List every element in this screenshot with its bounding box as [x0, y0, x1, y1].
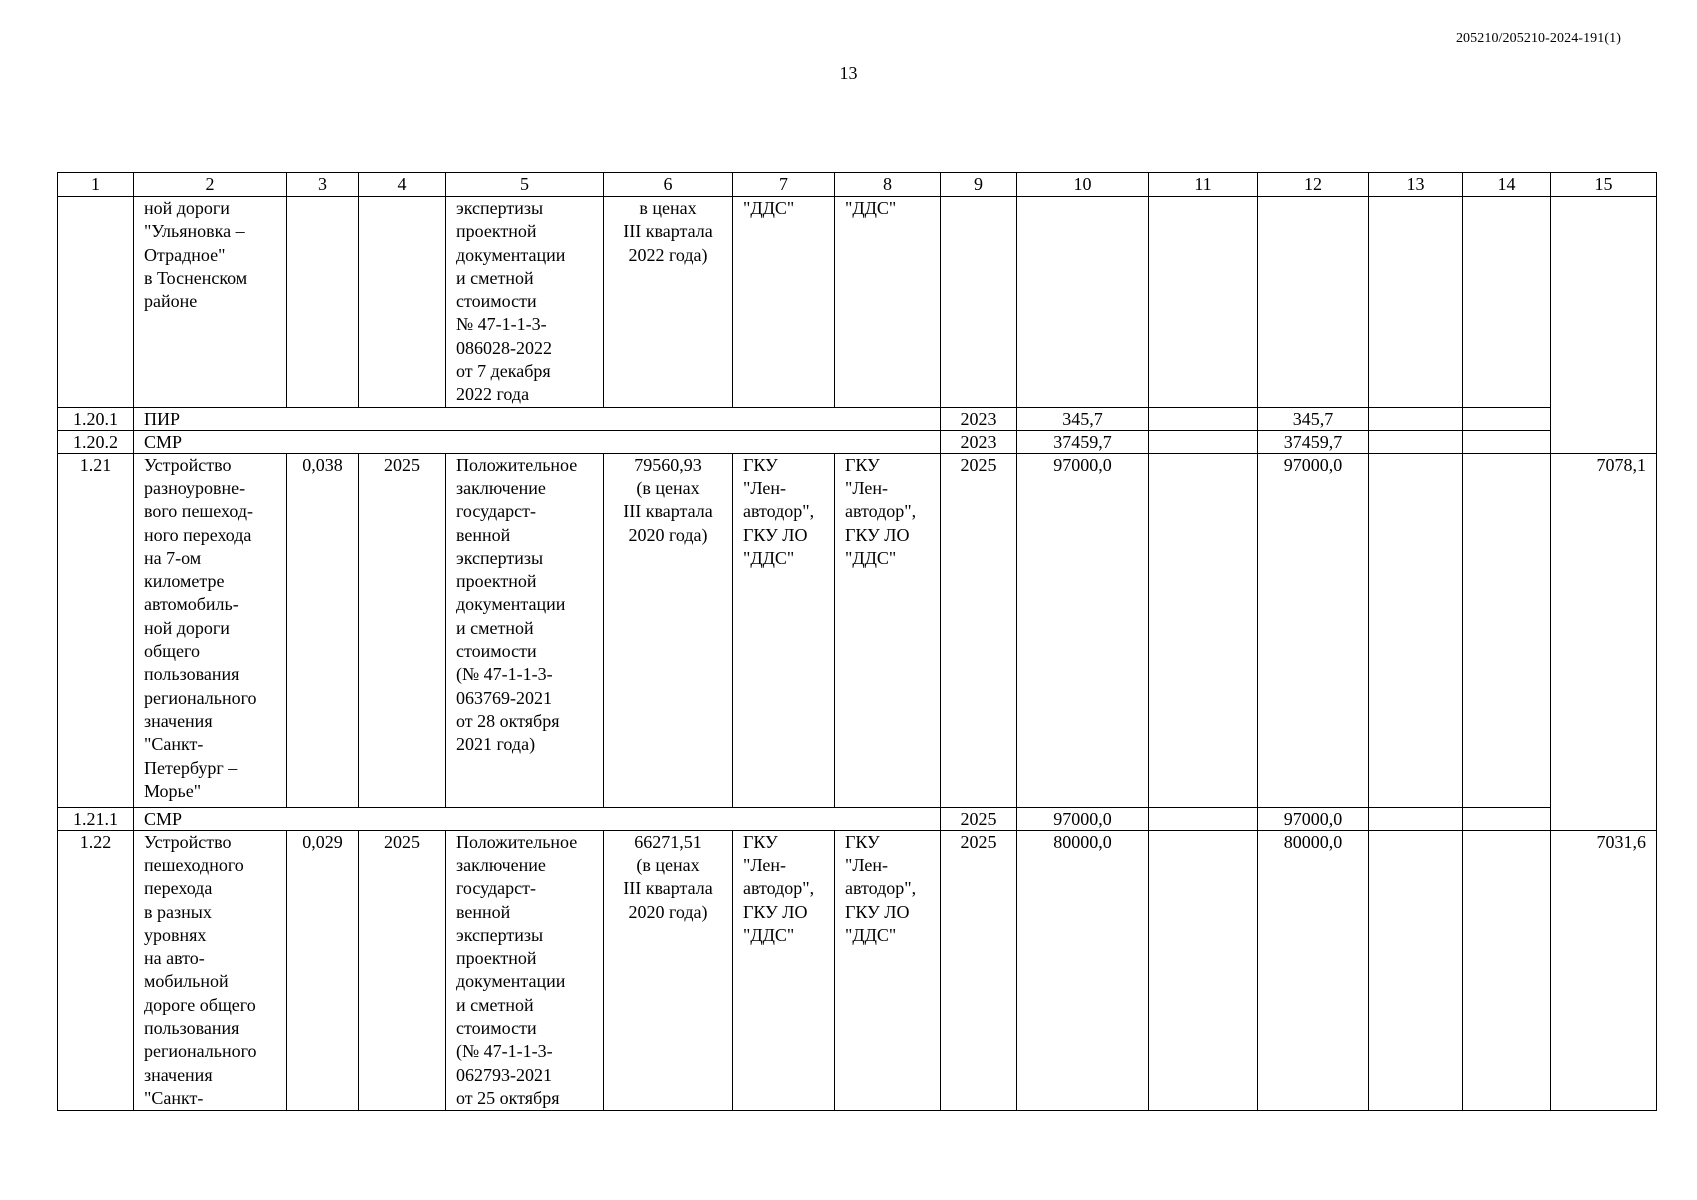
cell-col10: 97000,0: [1017, 453, 1149, 807]
header-cell: 9: [941, 173, 1017, 197]
cell-num: 1.22: [58, 830, 134, 1111]
header-cell: 6: [604, 173, 733, 197]
cell-num: 1.21: [58, 453, 134, 807]
cell-developer: "ДДС": [835, 197, 941, 408]
header-cell: 14: [1463, 173, 1551, 197]
cell-col11: [1149, 830, 1258, 1111]
cell-col12: [1258, 197, 1369, 408]
header-cell: 3: [287, 173, 359, 197]
cell-customer: ГКУ "Лен- автодор", ГКУ ЛО "ДДС": [733, 830, 835, 1111]
cell-col12: 97000,0: [1258, 453, 1369, 807]
cell-col14: [1463, 430, 1551, 453]
cell-estimate: в ценах III квартала 2022 года): [604, 197, 733, 408]
cell-col11: [1149, 807, 1258, 830]
cell-stage-label: СМР: [134, 430, 941, 453]
cell-capacity: 0,038: [287, 453, 359, 807]
cell-col14: [1463, 197, 1551, 408]
cell-col10: 97000,0: [1017, 807, 1149, 830]
cell-developer: ГКУ "Лен- автодор", ГКУ ЛО "ДДС": [835, 453, 941, 807]
cell-col12: 345,7: [1258, 407, 1369, 430]
cell-stage-label: ПИР: [134, 407, 941, 430]
cell-col13: [1369, 197, 1463, 408]
document-id: 205210/205210-2024-191(1): [1455, 31, 1621, 46]
cell-object-name: Устройство разноуровне- вого пешеход- ного перехода на 7-ом километре автомобиль- ной дороги общего пользования регионального значения "Санкт- Петербург – Морье": [134, 453, 287, 807]
cell-col15: 7031,6: [1551, 830, 1657, 1111]
cell-col12: 37459,7: [1258, 430, 1369, 453]
cell-col13: [1369, 407, 1463, 430]
cell-col12: 80000,0: [1258, 830, 1369, 1111]
cell-year: 2023: [941, 407, 1017, 430]
header-cell: 15: [1551, 173, 1657, 197]
header-row: [58, 173, 1657, 197]
cell-num: 1.21.1: [58, 807, 134, 830]
table-row: [58, 197, 1657, 408]
cell-num: 1.20.2: [58, 430, 134, 453]
cell-col11: [1149, 430, 1258, 453]
header-cell: 8: [835, 173, 941, 197]
header-cell: 4: [359, 173, 446, 197]
header-cell: 11: [1149, 173, 1258, 197]
cell-col11: [1149, 453, 1258, 807]
cell-developer: ГКУ "Лен- автодор", ГКУ ЛО "ДДС": [835, 830, 941, 1111]
table-row: [58, 407, 1657, 430]
cell-col10: [1017, 197, 1149, 408]
cell-estimate: 79560,93 (в ценах III квартала 2020 года): [604, 453, 733, 807]
table-row: [58, 453, 1657, 807]
cell-col14: [1463, 453, 1551, 807]
cell-object-name: ной дороги "Ульяновка – Отрадное" в Тосненском районе: [134, 197, 287, 408]
cell-col10: 37459,7: [1017, 430, 1149, 453]
cell-col9: 2025: [941, 453, 1017, 807]
cell-year: 2025: [359, 453, 446, 807]
cell-col13: [1369, 430, 1463, 453]
cell-customer: ГКУ "Лен- автодор", ГКУ ЛО "ДДС": [733, 453, 835, 807]
cell-year: [359, 197, 446, 408]
header-cell: 10: [1017, 173, 1149, 197]
header-cell: 12: [1258, 173, 1369, 197]
cell-capacity: [287, 197, 359, 408]
cell-customer: "ДДС": [733, 197, 835, 408]
cell-expertise: экспертизы проектной документации и сметной стоимости № 47-1-1-3- 086028-2022 от 7 декабря 2022 года: [446, 197, 604, 408]
cell-col9: 2025: [941, 830, 1017, 1111]
header-cell: 2: [134, 173, 287, 197]
cell-col12: 97000,0: [1258, 807, 1369, 830]
cell-num: 1.20.1: [58, 407, 134, 430]
cell-col14: [1463, 407, 1551, 430]
cell-expertise: Положительное заключение государст- венной экспертизы проектной документации и сметной стоимости (№ 47-1-1-3- 062793-2021 от 25 октября: [446, 830, 604, 1111]
header-cell: 7: [733, 173, 835, 197]
cell-col14: [1463, 807, 1551, 830]
cell-estimate: 66271,51 (в ценах III квартала 2020 года): [604, 830, 733, 1111]
header-cell: 5: [446, 173, 604, 197]
table-row: [58, 807, 1657, 830]
table-row: [58, 430, 1657, 453]
cell-col13: [1369, 830, 1463, 1111]
cell-year: 2023: [941, 430, 1017, 453]
header-cell: 1: [58, 173, 134, 197]
header-cell: 13: [1369, 173, 1463, 197]
cell-col15: [1551, 197, 1657, 454]
cell-capacity: 0,029: [287, 830, 359, 1111]
cell-year: 2025: [359, 830, 446, 1111]
cell-col14: [1463, 830, 1551, 1111]
data-table: [57, 172, 1657, 1111]
cell-col11: [1149, 407, 1258, 430]
cell-expertise: Положительное заключение государст- венной экспертизы проектной документации и сметной стоимости (№ 47-1-1-3- 063769-2021 от 28 октября 2021 года): [446, 453, 604, 807]
cell-col9: [941, 197, 1017, 408]
cell-object-name: Устройство пешеходного перехода в разных уровнях на авто- мобильной дороге общего пользования регионального значения "Санкт-: [134, 830, 287, 1111]
cell-col10: 80000,0: [1017, 830, 1149, 1111]
cell-stage-label: СМР: [134, 807, 941, 830]
table-row: [58, 830, 1657, 1111]
cell-col11: [1149, 197, 1258, 408]
cell-col15: 7078,1: [1551, 453, 1657, 830]
cell-year: 2025: [941, 807, 1017, 830]
cell-num: [58, 197, 134, 408]
cell-col13: [1369, 453, 1463, 807]
cell-col13: [1369, 807, 1463, 830]
cell-col10: 345,7: [1017, 407, 1149, 430]
page-number: 13: [839, 63, 858, 83]
